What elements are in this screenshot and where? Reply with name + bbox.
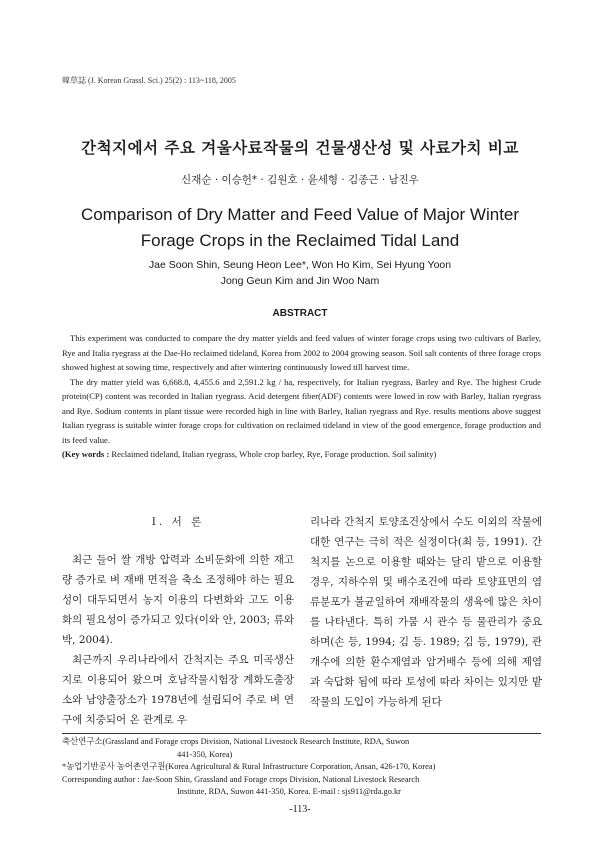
english-authors-line-1: Jae Soon Shin, Seung Heon Lee*, Won Ho Kim, Sei Hyung Yoon — [148, 259, 452, 271]
keywords-label: (Key words : — [62, 449, 110, 459]
abstract-body — [62, 331, 541, 462]
section-heading-introduction: I. 서 론 — [151, 516, 205, 528]
body-column-left — [62, 512, 294, 730]
english-title-line-1: Comparison of Dry Matter and Feed Value of Major Winter — [80, 205, 520, 224]
abstract-paragraph-1: This experiment was conducted to compare the dry matter yields and feed values of winter forage crops using two cultivars of Barley, Rye and Italia ryegrass at the Dae-Ho reclaimed tideland, Korea from 2002 to 2004 growing season. Soil salt contents of three forage crops showed highest at sowing time, respectively and after wintering continuously lowed till harvest time. — [62, 333, 541, 372]
keywords-text: Reclaimed tideland, Italian ryegrass, Whole crop barley, Rye, Forage production. Soil salinity) — [109, 449, 437, 459]
english-authors — [0, 257, 600, 289]
footnote-affiliation-2: *농업기반공사 농어촌연구원(Korea Agricultural & Rural Infrastructure Corporation, Ansan, 426-170, Korea) — [62, 762, 436, 771]
footnote-divider — [62, 733, 541, 734]
body-column-right — [310, 512, 542, 712]
korean-authors: 신재순 · 이승헌* · 김원호 · 윤세형 · 김종근 · 남진우 — [181, 174, 419, 186]
english-title-line-2: Forage Crops in the Reclaimed Tidal Land — [140, 231, 460, 250]
body-paragraph: 최근까지 우리나라에서 간척지는 주요 미곡생산지로 이용되어 왔으며 호남작물시험장 계화도출장소와 남양출장소가 1978년에 설립되어 주로 벼 연구에 치중되어 온 관계로 우 — [62, 654, 294, 726]
footnote-affiliation-1-cont: 441-350, Korea) — [177, 749, 233, 759]
body-paragraph: 리나라 간척지 토양조건상에서 수도 이외의 작물에 대한 연구는 극히 적은 실정이다(최 등, 1991). 간척지를 논으로 이용할 때와는 달리 밭으로 이용할 경우, 지하수위 및 배수조건에 따라 토양표면의 염류분포가 불균일하여 재배작물의 생육에 많은 차이를 나타낸다. 특히 가뭄 시 관수 등 물관리가 중요하며(손 등, 1994; 김 등. 1989; 김 등, 1979), 관개수에 의한 환수제염과 암거배수 등에 의해 제염과 숙답화 됨에 따라 토성에 따라 차이는 있지만 밭작물의 도입이 가능하게 된다 — [310, 516, 542, 708]
footnote-affiliation-1: 축산연구소(Grassland and Forage crops Division, National Livestock Research Institute, RDA, Suwon — [62, 737, 410, 746]
abstract-paragraph-2: The dry matter yield was 6,668.8, 4,455.6 and 2,591.2 kg / ha, respectively, for Italian ryegrass, Barley and Rye. The highest Crude protein(CP) content was recorded in Italian ryegrass. Acid detergent fiber(ADF) contents were lowed in row with Barley, Italian ryegrass and Rye. Sodium contents in plant tissue were recorded high in line with Barley, Italian ryegrass and Rye. results mentions above suggest Italian ryegrass is suitable winter forage crops for cultivation on reclaimed tideland in view of the good emergence, forage production and its feed value. — [62, 376, 541, 445]
footnote-corresponding-author: Corresponding author : Jae-Soon Shin, Grassland and Forage crops Division, National Livestock Research — [62, 774, 420, 784]
footnote-corresponding-author-cont: Institute, RDA, Suwon 441-350, Korea. E-mail : sjs911@rda.go.kr — [177, 787, 401, 796]
page-number: -113- — [289, 804, 311, 815]
keywords — [62, 447, 541, 462]
korean-title: 간척지에서 주요 겨울사료작물의 건물생산성 및 사료가치 비교 — [81, 139, 519, 157]
abstract-heading: ABSTRACT — [272, 308, 328, 319]
journal-citation: 韓草誌 (J. Korean Grassl. Sci.) 25(2) : 113~118, 2005 — [62, 76, 236, 85]
body-paragraph: 최근 들어 쌀 개방 압력과 소비둔화에 의한 재고량 증가로 벼 재배 면적을 축소 조정해야 하는 필요성이 대두되면서 농지 이용의 다변화와 고도 이용화의 필요성이 증가되고 있다(이와 안, 2003; 류와 박, 2004). — [62, 554, 294, 646]
english-title — [0, 202, 600, 254]
footnotes — [62, 736, 541, 799]
english-authors-line-2: Jong Geun Kim and Jin Woo Nam — [220, 275, 380, 287]
